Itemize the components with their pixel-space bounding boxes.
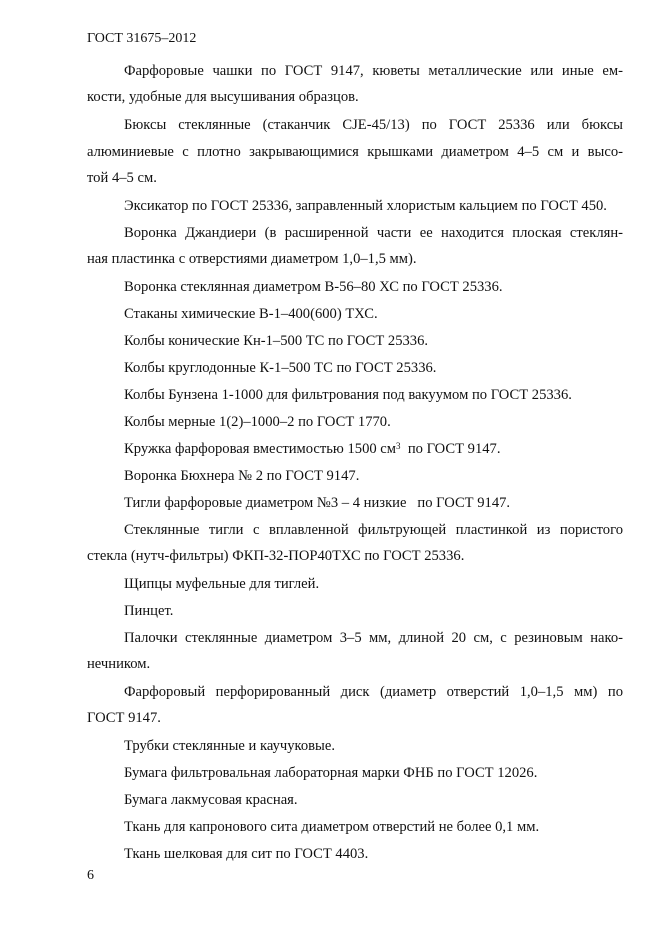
page-number: 6 <box>87 868 94 883</box>
paragraph-line: Трубки стеклянные и каучуковые. <box>124 738 335 754</box>
paragraph-line: Колбы круглодонные К-1–500 ТС по ГОСТ 25336. <box>124 360 437 376</box>
paragraph-line: Ткань для капронового сита диаметром отверстий не более 0,1 мм. <box>124 819 540 835</box>
paragraph-line: Бумага фильтровальная лабораторная марки ФНБ по ГОСТ 12026. <box>124 765 538 781</box>
mug-suffix: по ГОСТ 9147. <box>400 441 501 457</box>
paragraph-line: Палочки стеклянные диаметром 3–5 мм, длиной 20 см, с резиновым нако- <box>124 630 623 646</box>
paragraph-line: Пинцет. <box>124 603 174 619</box>
paragraph-line: Колбы Бунзена 1-1000 для фильтрования под вакуумом по ГОСТ 25336. <box>124 387 572 403</box>
paragraph-line: Тигли фарфоровые диаметром №3 – 4 низкие по ГОСТ 9147. <box>124 495 511 511</box>
paragraph-line: Воронка стеклянная диаметром В-56–80 ХС по ГОСТ 25336. <box>124 279 503 295</box>
paragraph-line: Воронка Джандиери (в расширенной части ее находится плоская стеклян- <box>124 225 623 241</box>
paragraph-line: той 4–5 см. <box>87 170 157 186</box>
paragraph-line: Эксикатор по ГОСТ 25336, заправленный хлористым кальцием по ГОСТ 450. <box>124 198 607 214</box>
paragraph-line: Колбы конические Кн-1–500 ТС по ГОСТ 25336. <box>124 333 429 349</box>
paragraph-line: ная пластинка с отверстиями диаметром 1,0–1,5 мм). <box>87 251 417 267</box>
paragraph-line: Воронка Бюхнера № 2 по ГОСТ 9147. <box>124 468 360 484</box>
paragraph-line: ГОСТ 9147. <box>87 710 161 726</box>
paragraph-line: нечником. <box>87 656 151 672</box>
paragraph-line: Фарфоровый перфорированный диск (диаметр отверстий 1,0–1,5 мм) по <box>124 684 623 700</box>
paragraph-line: Щипцы муфельные для тиглей. <box>124 576 320 592</box>
standard-header: ГОСТ 31675–2012 <box>87 31 197 46</box>
paragraph-line: Колбы мерные 1(2)–1000–2 по ГОСТ 1770. <box>124 414 391 430</box>
paragraph-line: Бюксы стеклянные (стаканчик СJЕ-45/13) по ГОСТ 25336 или бюксы <box>124 117 623 133</box>
paragraph-line <box>124 439 501 459</box>
paragraph-line: Ткань шелковая для сит по ГОСТ 4403. <box>124 846 369 862</box>
paragraph-line: Стеклянные тигли с вплавленной фильтрующей пластинкой из пористого <box>124 522 623 538</box>
paragraph-line: Стаканы химические В-1–400(600) ТХС. <box>124 306 378 322</box>
mug-text: Кружка фарфоровая вместимостью 1500 см <box>124 441 397 457</box>
paragraph-line: кости, удобные для высушивания образцов. <box>87 89 359 105</box>
paragraph-line: стекла (нутч-фильтры) ФКП-32-ПОР40ТХС по ГОСТ 25336. <box>87 548 465 564</box>
paragraph-line: алюминиевые с плотно закрывающимися крышками диаметром 4–5 см и высо- <box>87 144 623 160</box>
paragraph-line: Фарфоровые чашки по ГОСТ 9147, кюветы металлические или иные ем- <box>124 63 623 79</box>
cubic-superscript: 3 <box>396 441 401 451</box>
paragraph-line: Бумага лакмусовая красная. <box>124 792 298 808</box>
